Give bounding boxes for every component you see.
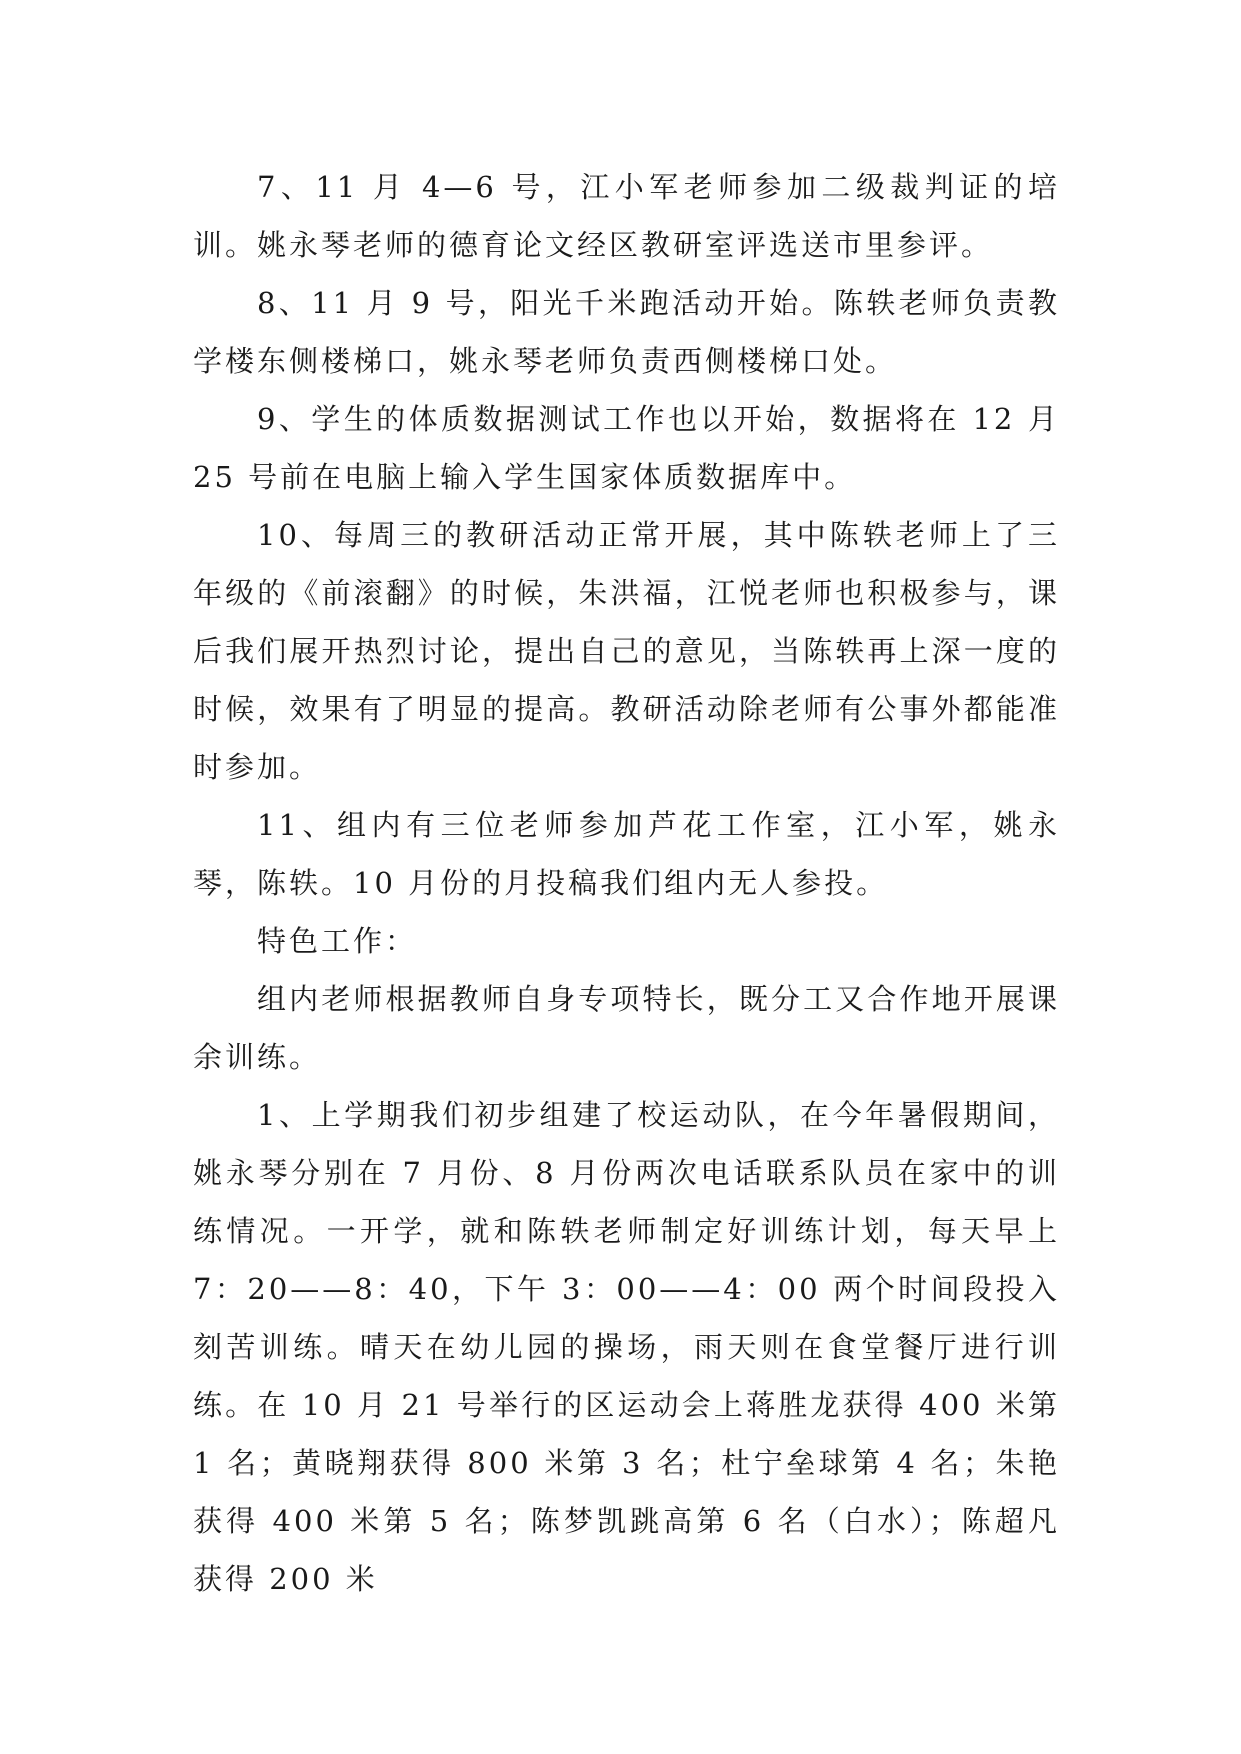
paragraph-item-10: 10、每周三的教研活动正常开展，其中陈轶老师上了三年级的《前滚翻》的时候，朱洪福，江悦老师也积极参与，课后我们展开热烈讨论，提出自己的意见，当陈轶再上深一度的时候，效果有了明显的提高。教研活动除老师有公事外都能准时参加。	[193, 518, 1060, 784]
paragraph-item-8: 8、11 月 9 号，阳光千米跑活动开始。陈轶老师负责教学楼东侧楼梯口，姚永琴老师负责西侧楼梯口处。	[193, 286, 1060, 378]
paragraph-item-9: 9、学生的体质数据测试工作也以开始，数据将在 12 月 25 号前在电脑上输入学生国家体质数据库中。	[193, 402, 1060, 494]
paragraph-intro-training: 组内老师根据教师自身专项特长，既分工又合作地开展课余训练。	[193, 982, 1060, 1074]
paragraph-item-7: 7、11 月 4—6 号，江小军老师参加二级裁判证的培训。姚永琴老师的德育论文经区教研室评选送市里参评。	[193, 170, 1060, 262]
document-body	[193, 158, 1060, 1608]
paragraph-item-11: 11、组内有三位老师参加芦花工作室，江小军，姚永琴，陈轶。10 月份的月投稿我们组内无人参投。	[193, 808, 1060, 900]
section-heading-special-work: 特色工作：	[257, 924, 418, 958]
paragraph-special-1: 1、上学期我们初步组建了校运动队，在今年暑假期间，姚永琴分别在 7 月份、8 月份两次电话联系队员在家中的训练情况。一开学，就和陈轶老师制定好训练计划，每天早上 7：20——8：40，下午 3：00——4：00 两个时间段投入刻苦训练。晴天在幼儿园的操场，雨天则在食堂餐厅进行训练。在 10 月 21 号举行的区运动会上蒋胜龙获得 400 米第 1 名；黄晓翔获得 800 米第 3 名；杜宁垒球第 4 名；朱艳获得 400 米第 5 名；陈梦凯跳高第 6 名（白水）；陈超凡获得 200 米	[193, 1098, 1060, 1596]
